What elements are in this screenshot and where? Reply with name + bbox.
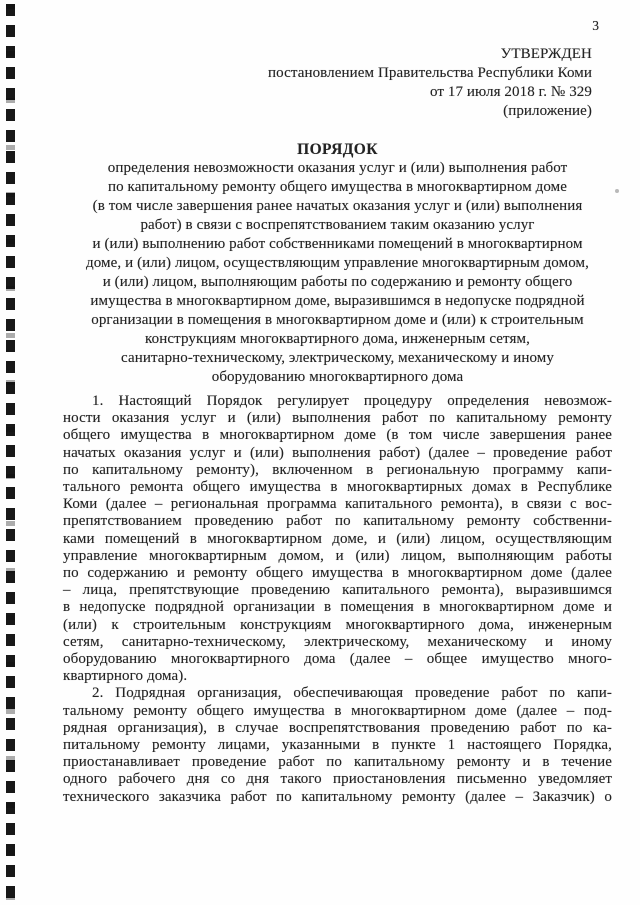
body-line: ности оказания услуг и (или) выполнения работ по капитальному ремонту xyxy=(63,410,612,427)
body-line: квартирного дома). xyxy=(63,668,188,685)
subtitle-line: определения невозможности оказания услуг и (или) выполнения работ xyxy=(107,160,568,176)
approval-line: УТВЕРЖДЕН xyxy=(500,46,592,62)
subtitle-line: (в том числе завершения ранее начатых оказания услуг и (или) выполнения xyxy=(92,198,583,214)
body-line: в недопуске подрядной организации в помещения в многоквартирном доме и xyxy=(63,599,612,616)
subtitle-line: санитарно-техническому, электрическому, механическому и иному xyxy=(121,350,554,366)
body-line: одного рабочего дня со дня такого приостановления письменно уведомляет xyxy=(63,771,612,788)
body-line: 1. Настоящий Порядок регулирует процедуру определения невозмож- xyxy=(92,393,612,409)
body-line: приостанавливает проведение работ по капитальному ремонту и в течение xyxy=(63,754,612,771)
body-line: (или) к строительным конструкциям многоквартирного дома, инженерным xyxy=(63,616,612,633)
body-line: – лица, препятствующие проведению капитального ремонта), выразившимся xyxy=(63,582,612,599)
body-line: питальному ремонту лицами, указанными в пункте 1 настоящего Порядка, xyxy=(63,737,612,754)
document-title: ПОРЯДОК xyxy=(297,141,378,158)
document-body xyxy=(63,393,612,806)
page-number: 3 xyxy=(592,18,599,33)
body-line: начатых оказания услуг и (или) выполнения работ) (далее – проведение работ xyxy=(63,444,612,461)
approval-line: постановлением Правительства Республики Коми xyxy=(268,65,592,81)
subtitle-line: оборудованию многоквартирного дома xyxy=(211,369,464,385)
body-line: тального ремонта общего имущества в многоквартирных домах в Республике xyxy=(63,479,612,496)
approval-block xyxy=(268,45,592,121)
body-line: тальному ремонту общего имущества в многоквартирном доме (далее – под- xyxy=(63,702,612,719)
body-line: управление многоквартирным домом, и (или) лицом, выполняющим работы xyxy=(63,547,612,564)
body-line: общего имущества в многоквартирном доме (в том числе завершения ранее xyxy=(63,427,612,444)
body-line: ками помещений в многоквартирном доме, и (или) лицом, осуществляющим xyxy=(63,530,612,547)
subtitle-line: имущества в многоквартирном доме, выразившимся в недопуске подрядной xyxy=(90,293,585,309)
body-line: по капитальному ремонту), включенном в региональную программу капи- xyxy=(63,461,612,478)
approval-line: (приложение) xyxy=(503,103,592,119)
body-line: Коми (далее – региональная программа капитального ремонта), в связи с вос- xyxy=(63,496,612,513)
body-line: оборудованию многоквартирного дома (далее – общее имущество много- xyxy=(63,651,612,668)
subtitle-line: доме, и (или) лицом, осуществляющим управление многоквартирным домом, xyxy=(86,255,589,271)
subtitle-line: организации в помещения в многоквартирном доме и (или) к строительным xyxy=(91,312,584,328)
paragraph-2 xyxy=(63,685,612,805)
subtitle-line: конструкциям многоквартирного дома, инженерным сетям, xyxy=(145,331,530,347)
subtitle-line: и (или) выполнению работ собственниками помещений в многоквартирном xyxy=(92,236,583,252)
scan-edge-artifact xyxy=(6,4,15,900)
body-line: препятствованием проведению работ по капитальному ремонту собственни- xyxy=(63,513,612,530)
body-line: 2. Подрядная организация, обеспечивающая проведение работ по капи- xyxy=(92,685,612,702)
subtitle-line: работ) в связи с воспрепятствованием таким оказанию услуг xyxy=(140,217,535,233)
title-block xyxy=(63,140,612,387)
subtitle-line: по капитальному ремонту общего имущества в многоквартирном доме xyxy=(107,179,568,195)
body-line: по содержанию и ремонту общего имущества в многоквартирном доме (далее xyxy=(63,565,612,582)
body-line: рядная организация), в случае воспрепятствования проведению работ по ка- xyxy=(63,719,612,736)
paragraph-1 xyxy=(63,393,612,685)
approval-line: от 17 июля 2018 г. № 329 xyxy=(429,84,592,100)
body-line: сетям, санитарно-техническому, электрическому, механическому и иному xyxy=(63,633,612,650)
body-line: технического заказчика работ по капитальному ремонту (далее – Заказчик) о xyxy=(63,788,612,805)
subtitle-line: и (или) лицом, выполняющим работы по содержанию и ремонту общего xyxy=(102,274,573,290)
document-subtitle xyxy=(63,159,612,387)
scan-speck-artifact xyxy=(615,189,619,193)
